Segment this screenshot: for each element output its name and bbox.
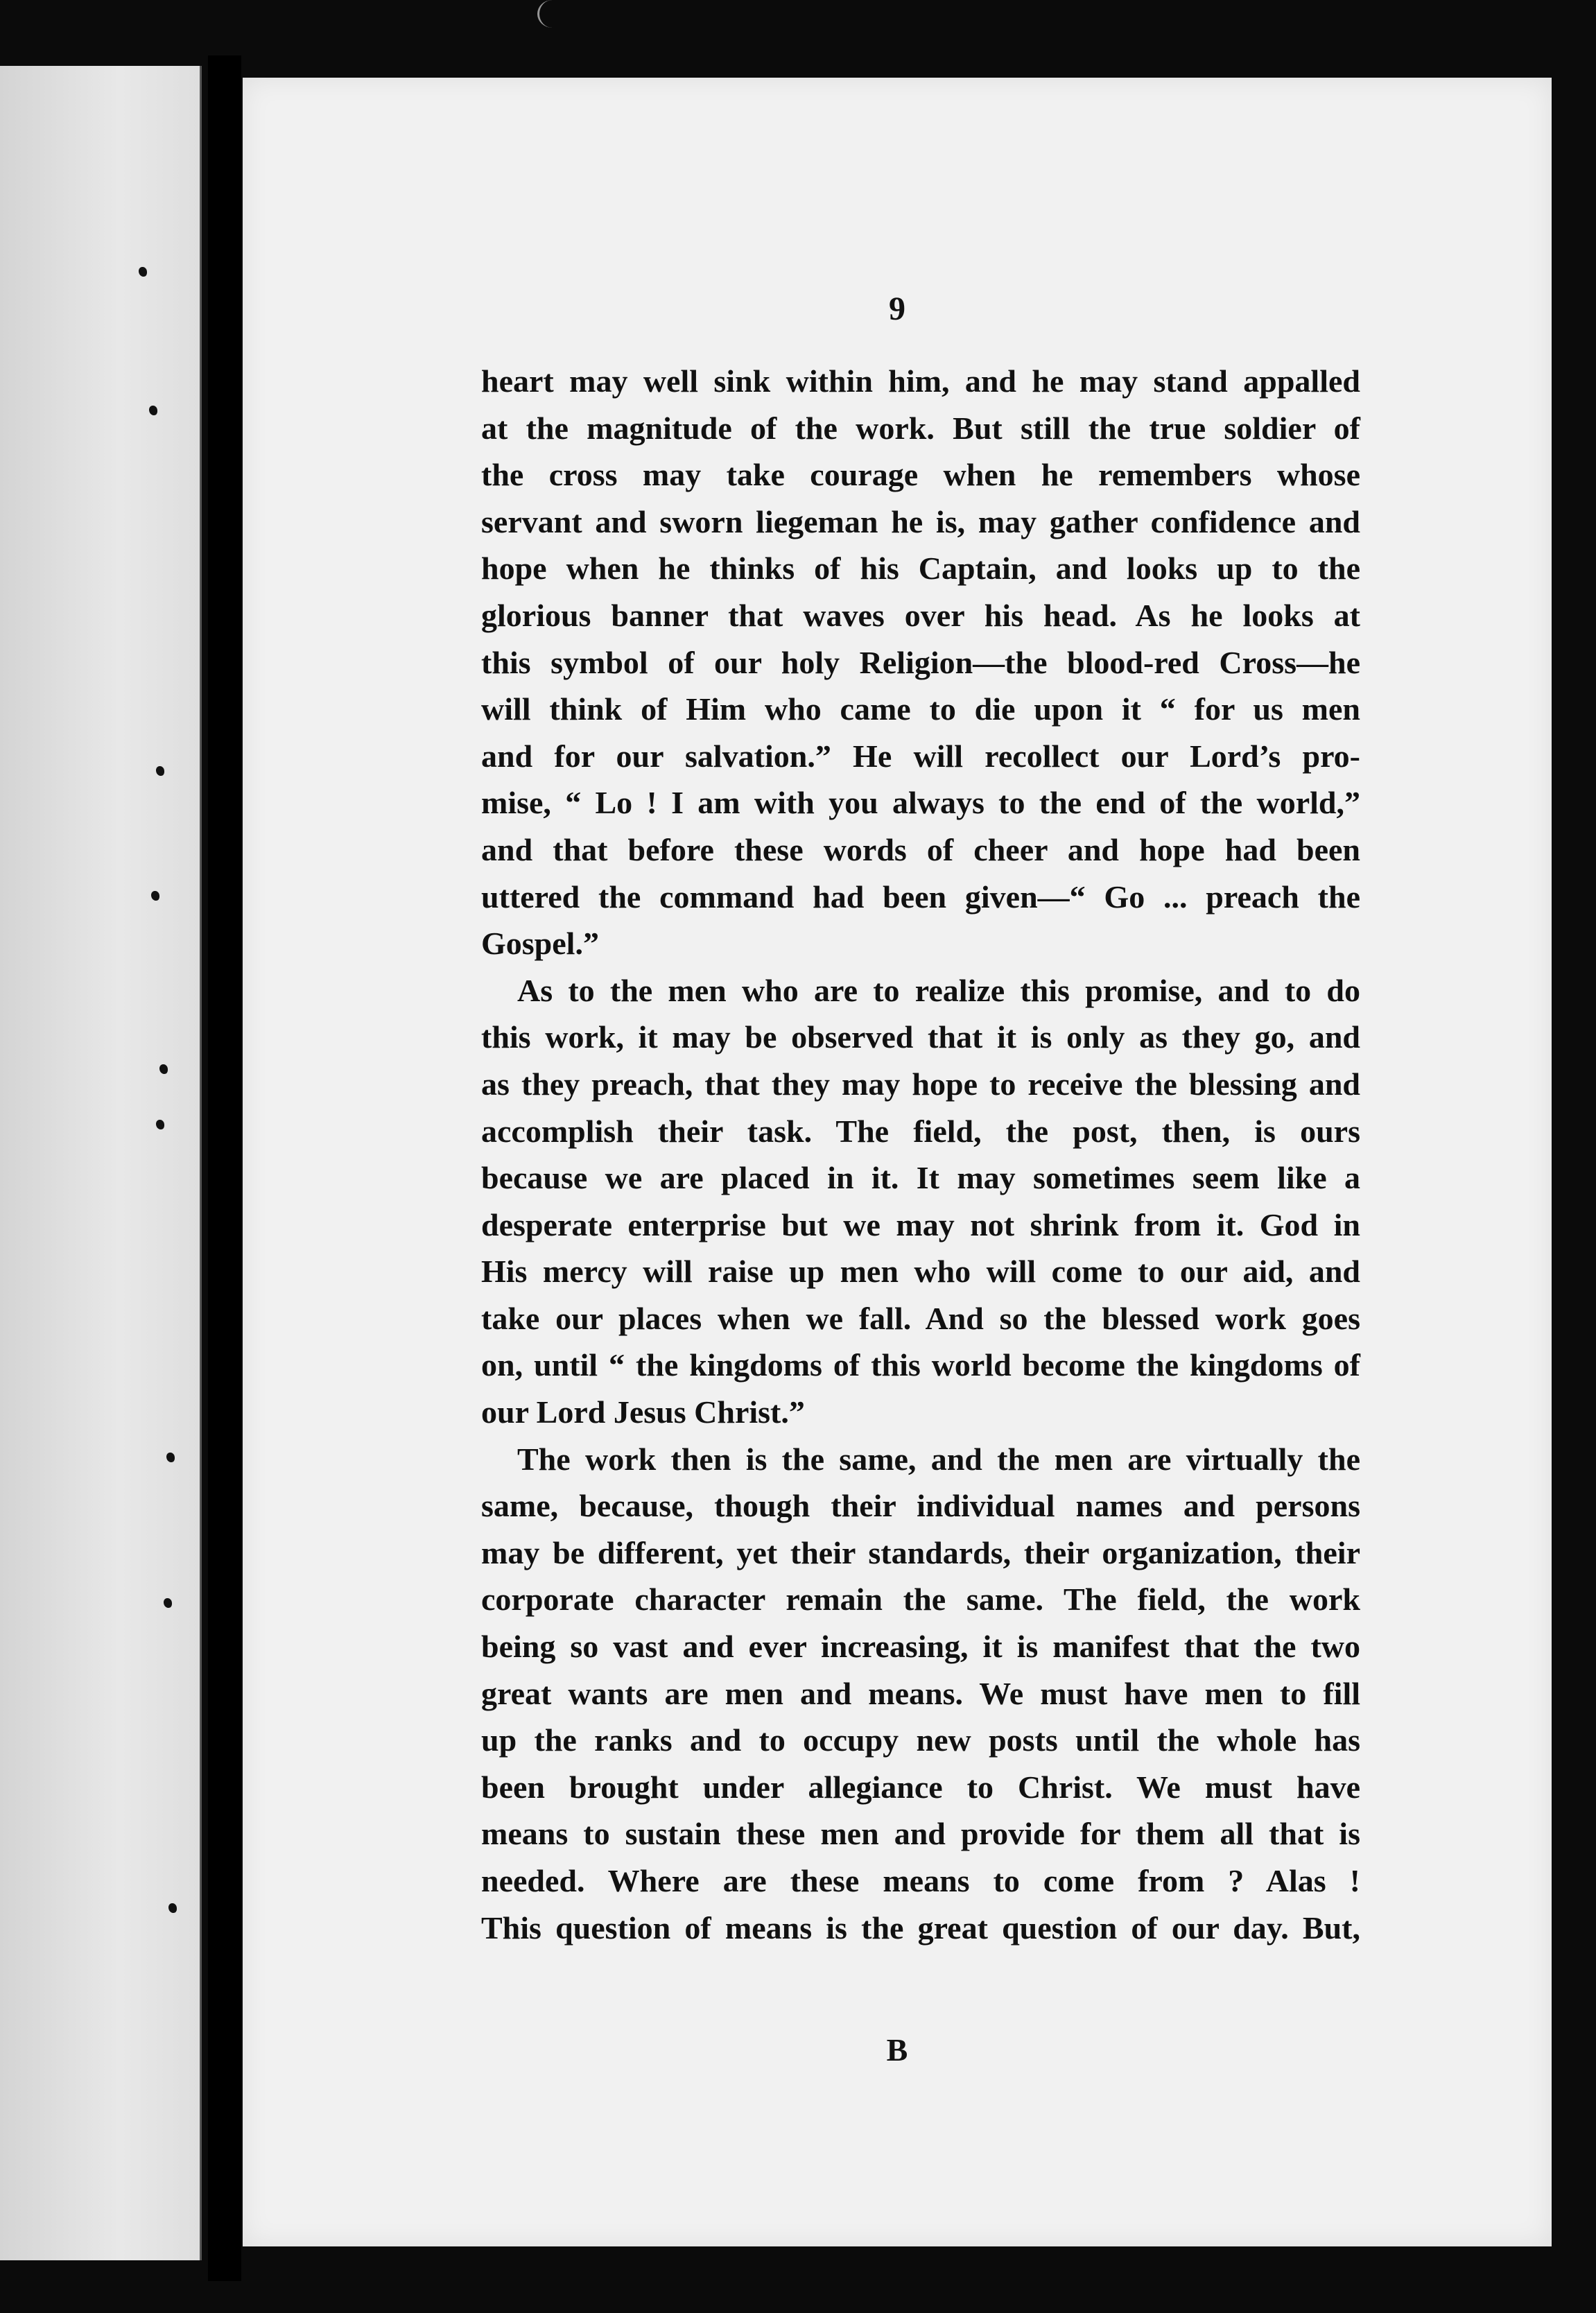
text-line: this work, it may be observed that it is only as they go, and (481, 1019, 1360, 1055)
ink-speck (164, 1598, 172, 1608)
text-line: great wants are men and means. We must have men to fill (481, 1675, 1360, 1711)
ink-speck (149, 406, 157, 415)
book-page (243, 78, 1552, 2246)
text-line: mise, “ Lo ! I am with you always to the end of the world,” (481, 785, 1360, 821)
text-line: the cross may take courage when he remembers whose (481, 457, 1360, 493)
signature-mark: B (886, 2032, 908, 2068)
text-line: Gospel.” (481, 926, 599, 962)
text-line: take our places when we fall. And so the blessed work goes (481, 1300, 1360, 1336)
text-line: as they preach, that they may hope to receive the blessing and (481, 1066, 1360, 1102)
text-line: This question of means is the great question of our day. But, (481, 1909, 1360, 1946)
text-line: As to the men who are to realize this promise, and to do (517, 972, 1360, 1008)
text-line: same, because, though their individual names and persons (481, 1488, 1360, 1524)
text-line: our Lord Jesus Christ.” (481, 1394, 805, 1430)
ink-speck (166, 1453, 175, 1462)
adjacent-page-edge (0, 66, 202, 2260)
text-line: His mercy will raise up men who will come to our aid, and (481, 1254, 1360, 1290)
text-line: up the ranks and to occupy new posts until the whole has (481, 1722, 1360, 1758)
text-line: needed. Where are these means to come from ? Alas ! (481, 1863, 1360, 1898)
text-line: The work then is the same, and the men are virtually the (517, 1441, 1360, 1477)
ink-speck (159, 1064, 168, 1074)
text-line: been brought under allegiance to Christ. We must have (481, 1769, 1360, 1805)
text-line: corporate character remain the same. The field, the work (481, 1582, 1360, 1618)
text-line: because we are placed in it. It may sometimes seem like a (481, 1160, 1360, 1196)
text-line: being so vast and ever increasing, it is manifest that the two (481, 1629, 1360, 1665)
ink-speck (168, 1903, 177, 1913)
ink-speck (156, 1120, 164, 1129)
text-line: heart may well sink within him, and he may stand appalled (481, 363, 1360, 399)
page-number: 9 (889, 291, 905, 327)
text-line: this symbol of our holy Religion—the blood-red Cross—he (481, 644, 1360, 680)
text-line: uttered the command had been given—“ Go ... preach the (481, 878, 1360, 915)
text-line: servant and sworn liegeman he is, may gather confidence and (481, 503, 1360, 539)
text-line: hope when he thinks of his Captain, and looks up to the (481, 551, 1360, 587)
text-line: and for our salvation.” He will recollect our Lord’s pro- (481, 738, 1360, 774)
text-line: means to sustain these men and provide for them all that is (481, 1816, 1360, 1852)
text-line: accomplish their task. The field, the post, then, is ours (481, 1113, 1360, 1149)
text-line: desperate enterprise but we may not shrink from it. God in (481, 1206, 1360, 1242)
book-gutter (208, 55, 241, 2281)
ink-speck (156, 766, 164, 776)
body-text (481, 358, 1360, 1951)
text-line: will think of Him who came to die upon it “ for us men (481, 691, 1360, 727)
text-line: glorious banner that waves over his head. As he looks at (481, 597, 1360, 633)
text-line: at the magnitude of the work. But still the true soldier of (481, 410, 1360, 446)
text-line: may be different, yet their standards, their organization, their (481, 1534, 1360, 1570)
text-line: on, until “ the kingdoms of this world become the kingdoms of (481, 1347, 1360, 1383)
ink-speck (139, 267, 147, 277)
margin-scribble (537, 0, 567, 28)
ink-speck (151, 891, 159, 901)
text-line: and that before these words of cheer and hope had been (481, 831, 1360, 867)
